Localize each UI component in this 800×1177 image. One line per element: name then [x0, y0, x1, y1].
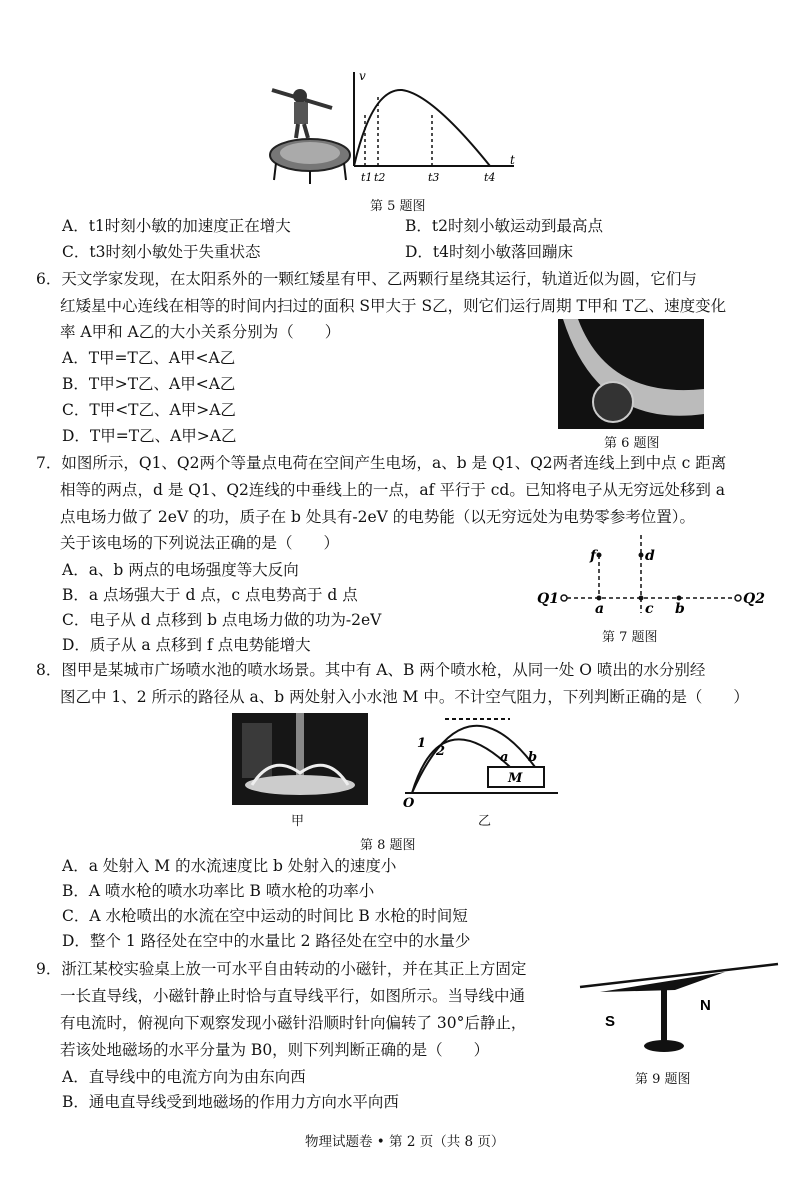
red-dwarf-image — [558, 319, 704, 429]
page-footer: 物理试题卷 • 第 2 页（共 8 页） — [305, 1134, 505, 1150]
q5-caption: 第 5 题图 — [370, 199, 426, 214]
q8-option-a: A．a 处射入 M 的水流速度比 b 处射入的速度小 — [62, 857, 397, 875]
q5-option-b: B．t2时刻小敏运动到最高点 — [405, 217, 603, 235]
axis-label-v: v — [359, 69, 366, 83]
label-b: b — [675, 601, 685, 615]
q7-option-c: C．电子从 d 点移到 b 点电场力做的功为-2eV — [62, 611, 382, 629]
q6-option-c: C．T甲<T乙、A甲>A乙 — [62, 401, 236, 419]
tick-t2: t2 — [374, 171, 386, 184]
compass-wire-figure — [575, 960, 785, 1060]
q9-stem-line: 有电流时，俯视向下观察发现小磁针沿顺时针向偏转了 30°后静止， — [60, 1014, 527, 1032]
q7-stem-line: 7．如图所示，Q1、Q2两个等量点电荷在空间产生电场，a、b 是 Q1、Q2两者连线上到中点 c 距离 — [36, 454, 727, 472]
v-t-graph — [354, 72, 514, 166]
label-f: f — [590, 548, 597, 564]
q6-stem-line: 6．天文学家发现，在太阳系外的一颗红矮星有甲、乙两颗行星绕其运行，轨道近似为圆，它们与 — [36, 270, 697, 288]
q6-option-d: D．T甲=T乙、A甲>A乙 — [62, 427, 237, 445]
q9-caption: 第 9 题图 — [635, 1072, 691, 1087]
q7-caption: 第 7 题图 — [602, 630, 658, 645]
charge-diagram — [535, 535, 775, 615]
q8-option-b: B．A 喷水枪的喷水功率比 B 喷水枪的功率小 — [62, 882, 375, 900]
tick-t4: t4 — [484, 171, 496, 184]
q7-option-d: D．质子从 a 点移到 f 点电势能增大 — [62, 636, 311, 654]
label-o: O — [403, 796, 415, 808]
label-d: d — [645, 548, 655, 564]
label-path-2: 2 — [436, 744, 446, 759]
q8-stem-line: 图乙中 1、2 所示的路径从 a、b 两处射入小水池 M 中。不计空气阻力，下列判断正确的是（ ） — [60, 688, 749, 706]
q9-stem-line: 若该处地磁场的水平分量为 B0，则下列判断正确的是（ ） — [60, 1041, 490, 1059]
q5-option-a: A．t1时刻小敏的加速度正在增大 — [62, 217, 291, 235]
q6-caption: 第 6 题图 — [604, 436, 660, 451]
label-south: S — [605, 1013, 616, 1030]
label-a: a — [595, 601, 605, 615]
q7-stem-line: 关于该电场的下列说法正确的是（ ） — [60, 534, 340, 552]
q7-stem-line: 相等的两点，d 是 Q1、Q2连线的中垂线上的一点，af 平行于 cd。已知将电子从无穷远处移到 a — [60, 481, 726, 499]
fountain-photo — [232, 713, 368, 805]
q8-option-c: C．A 水枪喷出的水流在空中运动的时间比 B 水枪的时间短 — [62, 907, 468, 925]
label-north: N — [700, 997, 711, 1014]
tick-t1: t1 — [361, 171, 373, 184]
label-a: a — [500, 750, 509, 765]
q8-caption: 第 8 题图 — [360, 838, 416, 853]
q8-stem-line: 8．图甲是某城市广场喷水池的喷水场景。其中有 A、B 两个喷水枪，从同一处 O 喷出的水分别经 — [36, 661, 706, 679]
q9-stem-line: 9．浙江某校实验桌上放一可水平自由转动的小磁针，并在其正上方固定 — [36, 960, 527, 978]
label-m: M — [508, 771, 523, 786]
label-yi: 乙 — [478, 814, 492, 829]
q6-option-b: B．T甲>T乙、A甲<A乙 — [62, 375, 236, 393]
label-path-1: 1 — [417, 736, 427, 751]
q5-option-d: D．t4时刻小敏落回蹦床 — [405, 243, 574, 261]
tick-t3: t3 — [428, 171, 440, 184]
label-jia: 甲 — [291, 814, 305, 829]
q7-option-a: A．a、b 两点的电场强度等大反向 — [62, 561, 299, 579]
q6-option-a: A．T甲=T乙、A甲<A乙 — [62, 349, 236, 367]
q6-stem-line: 红矮星中心连线在相等的时间内扫过的面积 S甲大于 S乙，则它们运行周期 T甲和 T乙、速度变化 — [60, 297, 727, 315]
q5-figure — [262, 68, 522, 193]
label-b: b — [528, 750, 538, 765]
label-c: c — [645, 601, 654, 615]
q9-stem-line: 一长直导线，小磁针静止时恰与直导线平行，如图所示。当导线中通 — [60, 987, 526, 1005]
trajectory-diagram — [400, 713, 560, 808]
axis-label-t: t — [510, 153, 515, 167]
q7-option-b: B．a 点场强大于 d 点，c 点电势高于 d 点 — [62, 586, 358, 604]
q6-stem-line: 率 A甲和 A乙的大小关系分别为（ ） — [60, 323, 341, 341]
q8-option-d: D．整个 1 路径处在空中的水量比 2 路径处在空中的水量少 — [62, 932, 471, 950]
q5-option-c: C．t3时刻小敏处于失重状态 — [62, 243, 261, 261]
trampoline-image — [270, 89, 350, 184]
label-q1: Q1 — [537, 591, 559, 607]
q7-stem-line: 点电场力做了 2eV 的功，质子在 b 处具有-2eV 的电势能（以无穷远处为电势零参考位置）。 — [60, 508, 696, 526]
q9-option-b: B．通电直导线受到地磁场的作用力方向水平向西 — [62, 1093, 399, 1111]
label-q2: Q2 — [743, 591, 765, 607]
q9-option-a: A．直导线中的电流方向为由东向西 — [62, 1068, 306, 1086]
